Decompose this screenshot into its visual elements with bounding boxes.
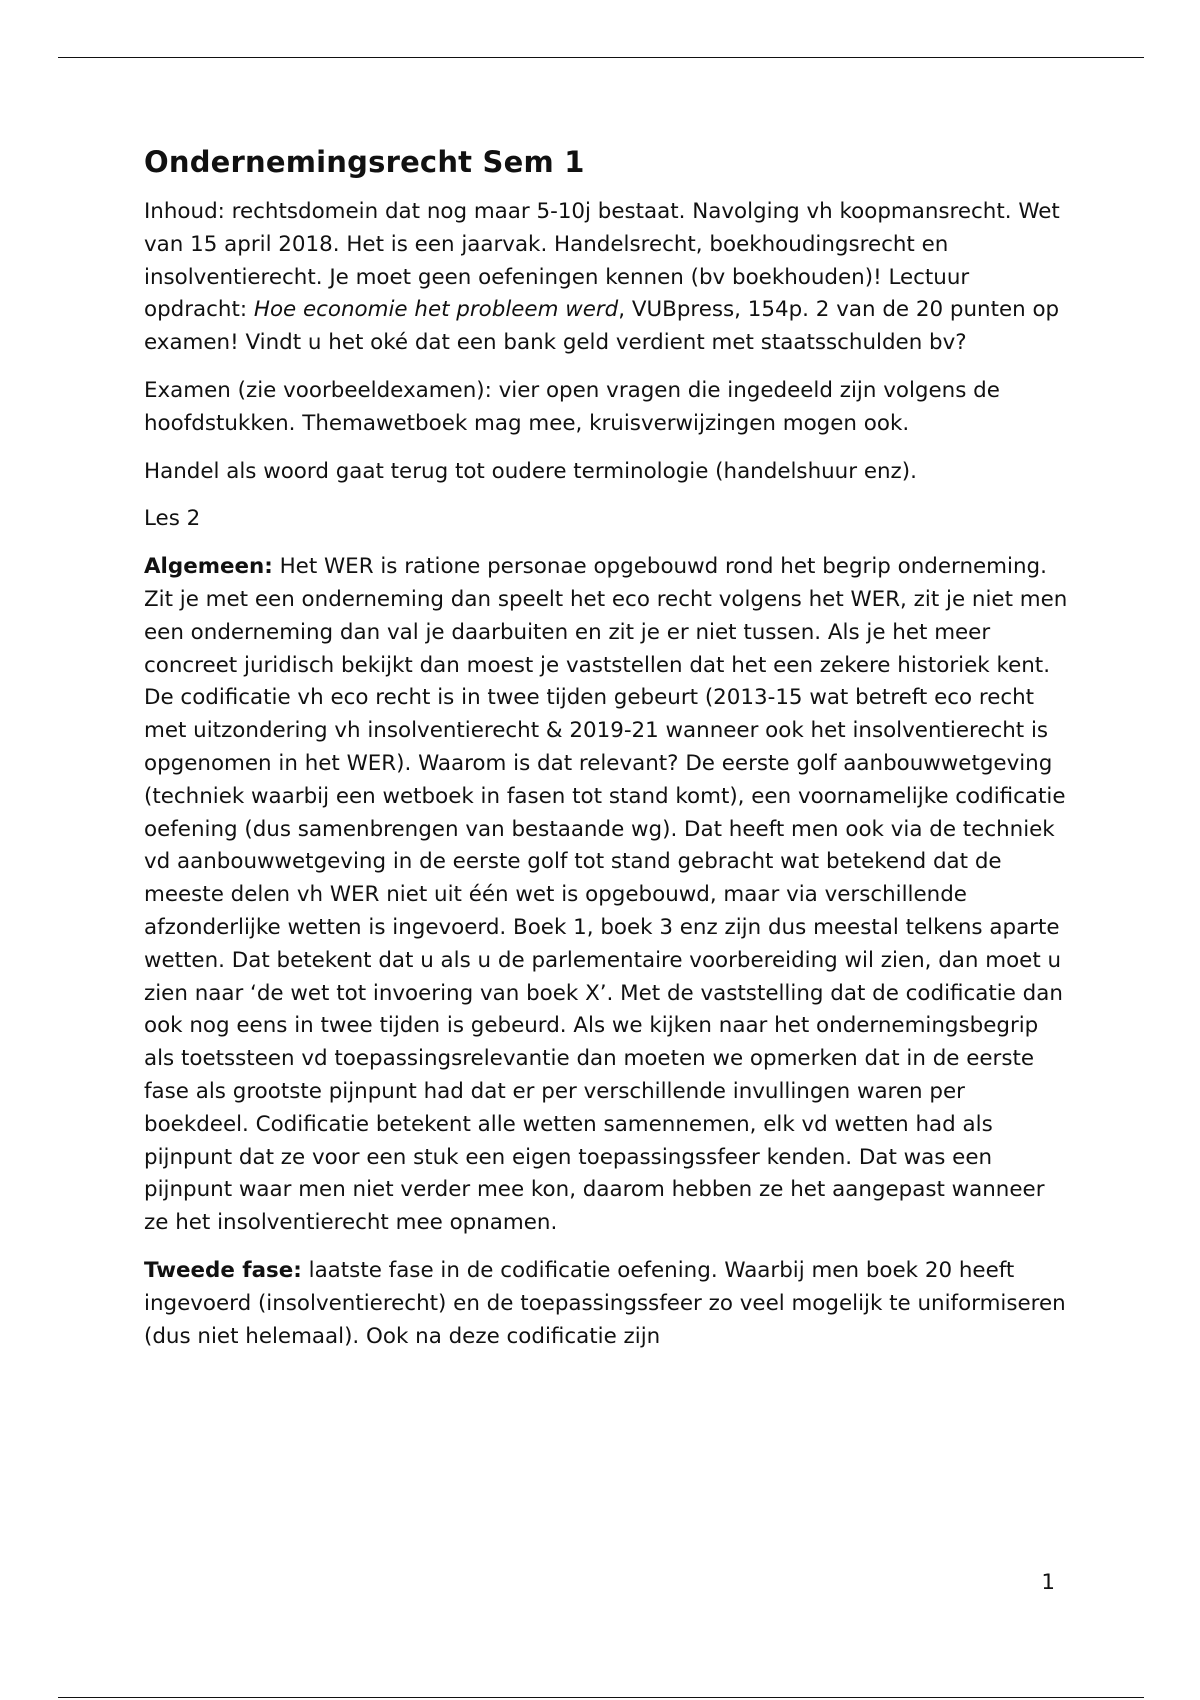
intro-paragraph [144,196,1074,360]
handel-paragraph: Handel als woord gaat terug tot oudere terminologie (handelshuur enz). [144,458,917,484]
intro-text-start: Inhoud: rechtsdomein dat nog maar 5-10j bestaat. Navolging vh koopmansrecht. Wet van 15 april 2018. Het is een jaarvak. Handelsrecht, boekhoudingsrecht en insolventierecht. Je moet geen oefeningen kennen (bv boekhouden)! Lectuur opdracht: [144,199,1060,323]
header-rule [58,57,1144,58]
book-title: Hoe economie het probleem werd [253,297,619,323]
tweede-fase-label: Tweede fase: [144,1257,302,1283]
intro-text-end: , VUBpress, 154p. 2 van de 20 punten op examen! Vindt u het oké dat een bank geld verdient met staatsschulden bv? [144,297,1060,356]
page-title: Ondernemingsrecht Sem 1 [144,145,585,179]
exam-paragraph: Examen (zie voorbeeldexamen): vier open vragen die ingedeeld zijn volgens de hoofdstukken. Themawetboek mag mee, kruisverwijzingen mogen ook. [144,377,1000,436]
lesson-heading: Les 2 [144,506,201,532]
algemeen-label: Algemeen: [144,554,273,580]
page-number: 1 [1041,1570,1055,1595]
footer-rule [58,1697,1144,1698]
document-body [144,138,1074,1368]
tweede-fase-paragraph [144,1255,1074,1353]
tweede-fase-text: laatste fase in de codificatie oefening. Waarbij men boek 20 heeft ingevoerd (insolventierecht) en de toepassingssfeer zo veel mogelijk te uniformiseren (dus niet helemaal). Ook na deze codificatie zijn [144,1257,1066,1349]
algemeen-text: Het WER is ratione personae opgebouwd rond het begrip onderneming. Zit je met een onderneming dan speelt het eco recht volgens het WER, zit je niet men een onderneming dan val je daarbuiten en zit je er niet tussen. Als je het meer concreet juridisch bekijkt dan moest je vaststellen dat het een zekere historiek kent. De codificatie vh eco recht is in twee tijden gebeurt (2013-15 wat betreft eco recht met uitzondering vh insolventierecht & 2019-21 wanneer ook het insolventierecht is opgenomen in het WER). Waarom is dat relevant? De eerste golf aanbouwwetgeving (techniek waarbij een wetboek in fasen tot stand komt), een voornamelijke codificatie oefening (dus samenbrengen van bestaande wg). Dat heeft men ook via de techniek vd aanbouwwetgeving in de eerste golf tot stand gebracht wat betekend dat de meeste delen vh WER niet uit één wet is opgebouwd, maar via verschillende afzonderlijke wetten is ingevoerd. Boek 1, boek 3 enz zijn dus meestal telkens aparte wetten. Dat betekent dat u als u de parlementaire voorbereiding wil zien, dan moet u zien naar ‘de wet tot invoering van boek X’. Met de vaststelling dat de codificatie dan ook nog eens in twee tijden is gebeurd. Als we kijken naar het ondernemingsbegrip als toetssteen vd toepassingsrelevantie dan moeten we opmerken dat in de eerste fase als grootste pijnpunt had dat er per verschillende invullingen waren per boekdeel. Codificatie betekent alle wetten samennemen, elk vd wetten had als pijnpunt dat ze voor een stuk een eigen toepassingssfeer kenden. Dat was een pijnpunt waar men niet verder mee kon, daarom hebben ze het aangepast wanneer ze het insolventierecht mee opnamen. [144,554,1068,1236]
algemeen-paragraph [144,551,1074,1240]
